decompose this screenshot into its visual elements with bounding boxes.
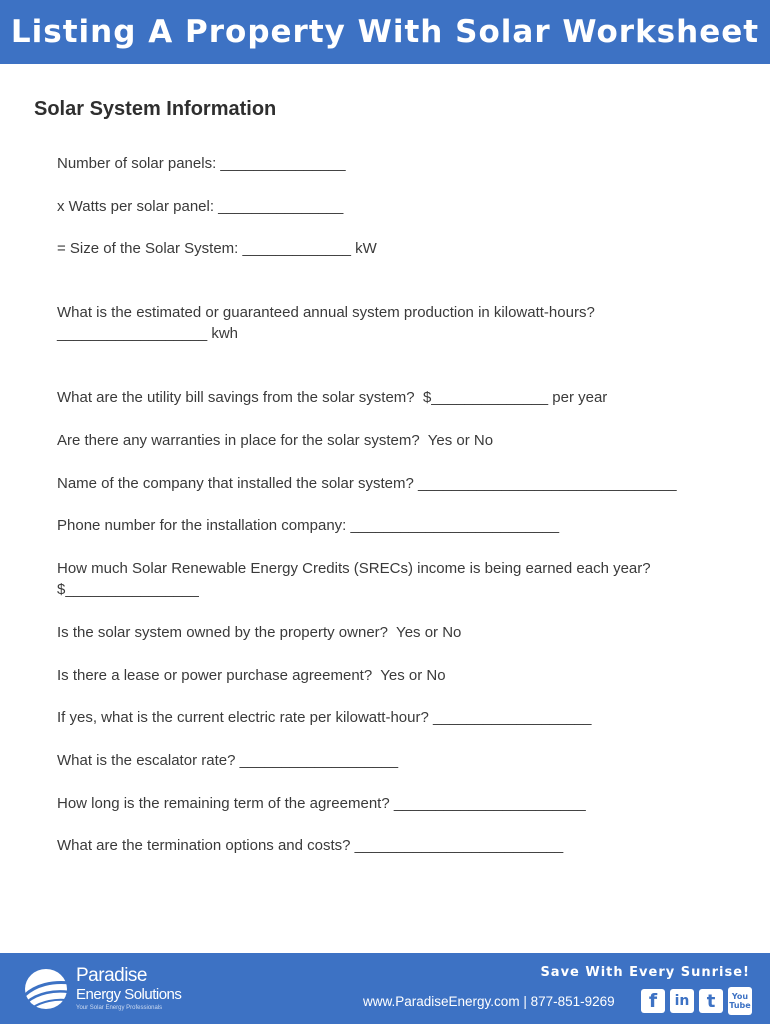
logo-tagline: Your Solar Energy Professionals xyxy=(76,1005,163,1011)
question-installer-name[interactable]: Name of the company that installed the solar system? _______________________________ xyxy=(57,475,677,492)
page-title: Listing A Property With Solar Worksheet xyxy=(10,14,760,50)
logo-text-paradise: Paradise xyxy=(76,965,147,986)
question-owned-by-owner[interactable]: Is the solar system owned by the property owner? Yes or No xyxy=(57,624,462,641)
section-title: Solar System Information xyxy=(34,98,277,120)
question-system-size[interactable]: = Size of the Solar System: _____________ kW xyxy=(57,240,377,257)
youtube-icon[interactable]: You Tube xyxy=(728,987,752,1015)
question-watts-per-panel[interactable]: x Watts per solar panel: _______________ xyxy=(57,198,344,215)
footer-slogan: Save With Every Sunrise! xyxy=(540,965,750,980)
logo-text-energy-solutions: Energy Solutions xyxy=(76,986,182,1003)
page-footer xyxy=(0,953,770,1024)
sun-logo-icon xyxy=(22,965,72,1011)
company-logo xyxy=(20,963,185,1015)
question-termination-options[interactable]: What are the termination options and costs? _________________________ xyxy=(57,837,564,854)
footer-contact[interactable]: www.ParadiseEnergy.com | 877-851-9269 xyxy=(363,994,615,1009)
question-utility-savings[interactable]: What are the utility bill savings from the solar system? $______________ per year xyxy=(57,389,608,406)
linkedin-icon[interactable]: in xyxy=(670,989,694,1013)
question-installer-phone[interactable]: Phone number for the installation company: _________________________ xyxy=(57,517,560,534)
question-annual-production[interactable]: What is the estimated or guaranteed annual system production in kilowatt-hours? __________________ kwh xyxy=(57,304,595,342)
question-electric-rate[interactable]: If yes, what is the current electric rate per kilowatt-hour? ___________________ xyxy=(57,709,592,726)
question-lease-ppa[interactable]: Is there a lease or power purchase agreement? Yes or No xyxy=(57,667,446,684)
tumblr-icon[interactable]: t xyxy=(699,989,723,1013)
question-warranties[interactable]: Are there any warranties in place for the solar system? Yes or No xyxy=(57,432,494,449)
question-escalator-rate[interactable]: What is the escalator rate? ___________________ xyxy=(57,752,399,769)
facebook-icon[interactable]: f xyxy=(641,989,665,1013)
question-remaining-term[interactable]: How long is the remaining term of the agreement? _______________________ xyxy=(57,795,586,812)
page-header xyxy=(0,0,770,64)
question-srec-income[interactable]: How much Solar Renewable Energy Credits (SRECs) income is being earned each year? $________________ xyxy=(57,560,651,598)
question-number-of-panels[interactable]: Number of solar panels: _______________ xyxy=(57,155,346,172)
